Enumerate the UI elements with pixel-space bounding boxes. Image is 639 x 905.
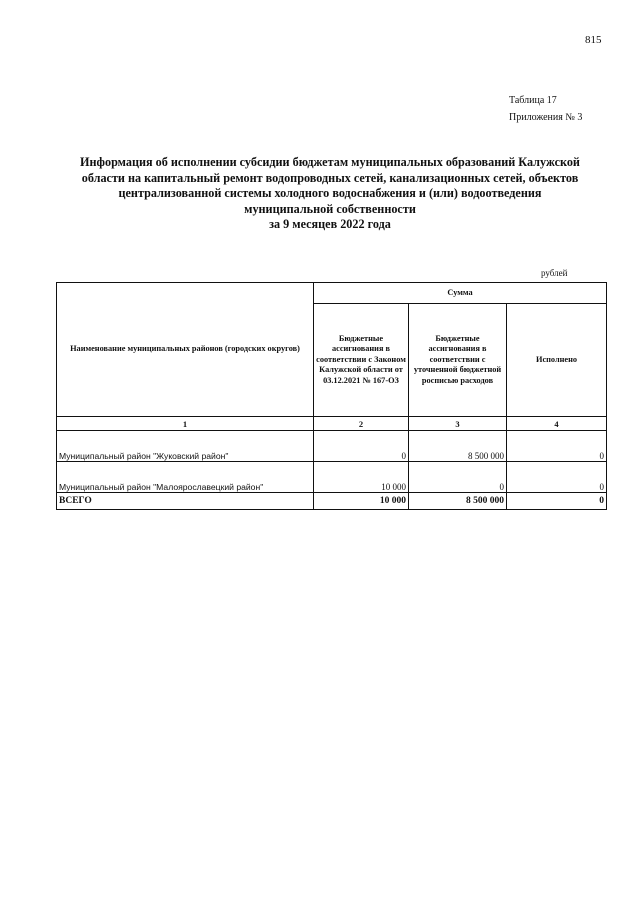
executed-amount: 0 [507, 431, 607, 462]
table-row [57, 431, 607, 462]
district-name: Муниципальный район "Жуковский район" [57, 431, 314, 462]
col-number: 3 [409, 417, 507, 431]
law-amount: 0 [314, 431, 409, 462]
group-header: Сумма [314, 283, 607, 304]
title-line: за 9 месяцев 2022 года [269, 217, 391, 231]
col4-header: Исполнено [507, 304, 607, 417]
appendix-label: Приложения № 3 [509, 112, 583, 123]
table-row [57, 462, 607, 493]
col-number: 4 [507, 417, 607, 431]
total-label: ВСЕГО [57, 493, 314, 510]
revised-amount: 8 500 000 [409, 431, 507, 462]
col3-header: Бюджетные ассигнования в соответствии с уточненной бюджетной росписью расходов [409, 304, 507, 417]
units-label: рублей [541, 268, 568, 278]
executed-amount: 0 [507, 462, 607, 493]
title-line: муниципальной собственности [244, 201, 416, 216]
total-row [57, 493, 607, 510]
total-executed-amount: 0 [507, 493, 607, 510]
district-name: Муниципальный район "Малоярославецкий район" [57, 462, 314, 493]
revised-amount: 0 [409, 462, 507, 493]
table-label: Таблица 17 [509, 95, 557, 106]
page-number: 815 [585, 34, 602, 46]
total-revised-amount: 8 500 000 [409, 493, 507, 510]
title-line: Информация об исполнении субсидии бюджетам муниципальных образований Калужской [80, 155, 580, 169]
col1-header: Наименование муниципальных районов (городских округов) [57, 283, 314, 417]
col2-header: Бюджетные ассигнования в соответствии с Законом Калужской области от 03.12.2021 № 167-ОЗ [314, 304, 409, 417]
title-line: области на капитальный ремонт водопроводных сетей, канализационных сетей, объектов [81, 170, 579, 185]
title-line: централизованной системы холодного водоснабжения и (или) водоотведения [118, 186, 542, 200]
column-numbers-row [57, 417, 607, 431]
law-amount: 10 000 [314, 462, 409, 493]
total-law-amount: 10 000 [314, 493, 409, 510]
document-title [40, 155, 620, 233]
subsidy-table [56, 282, 607, 510]
col-number: 2 [314, 417, 409, 431]
col-number: 1 [57, 417, 314, 431]
